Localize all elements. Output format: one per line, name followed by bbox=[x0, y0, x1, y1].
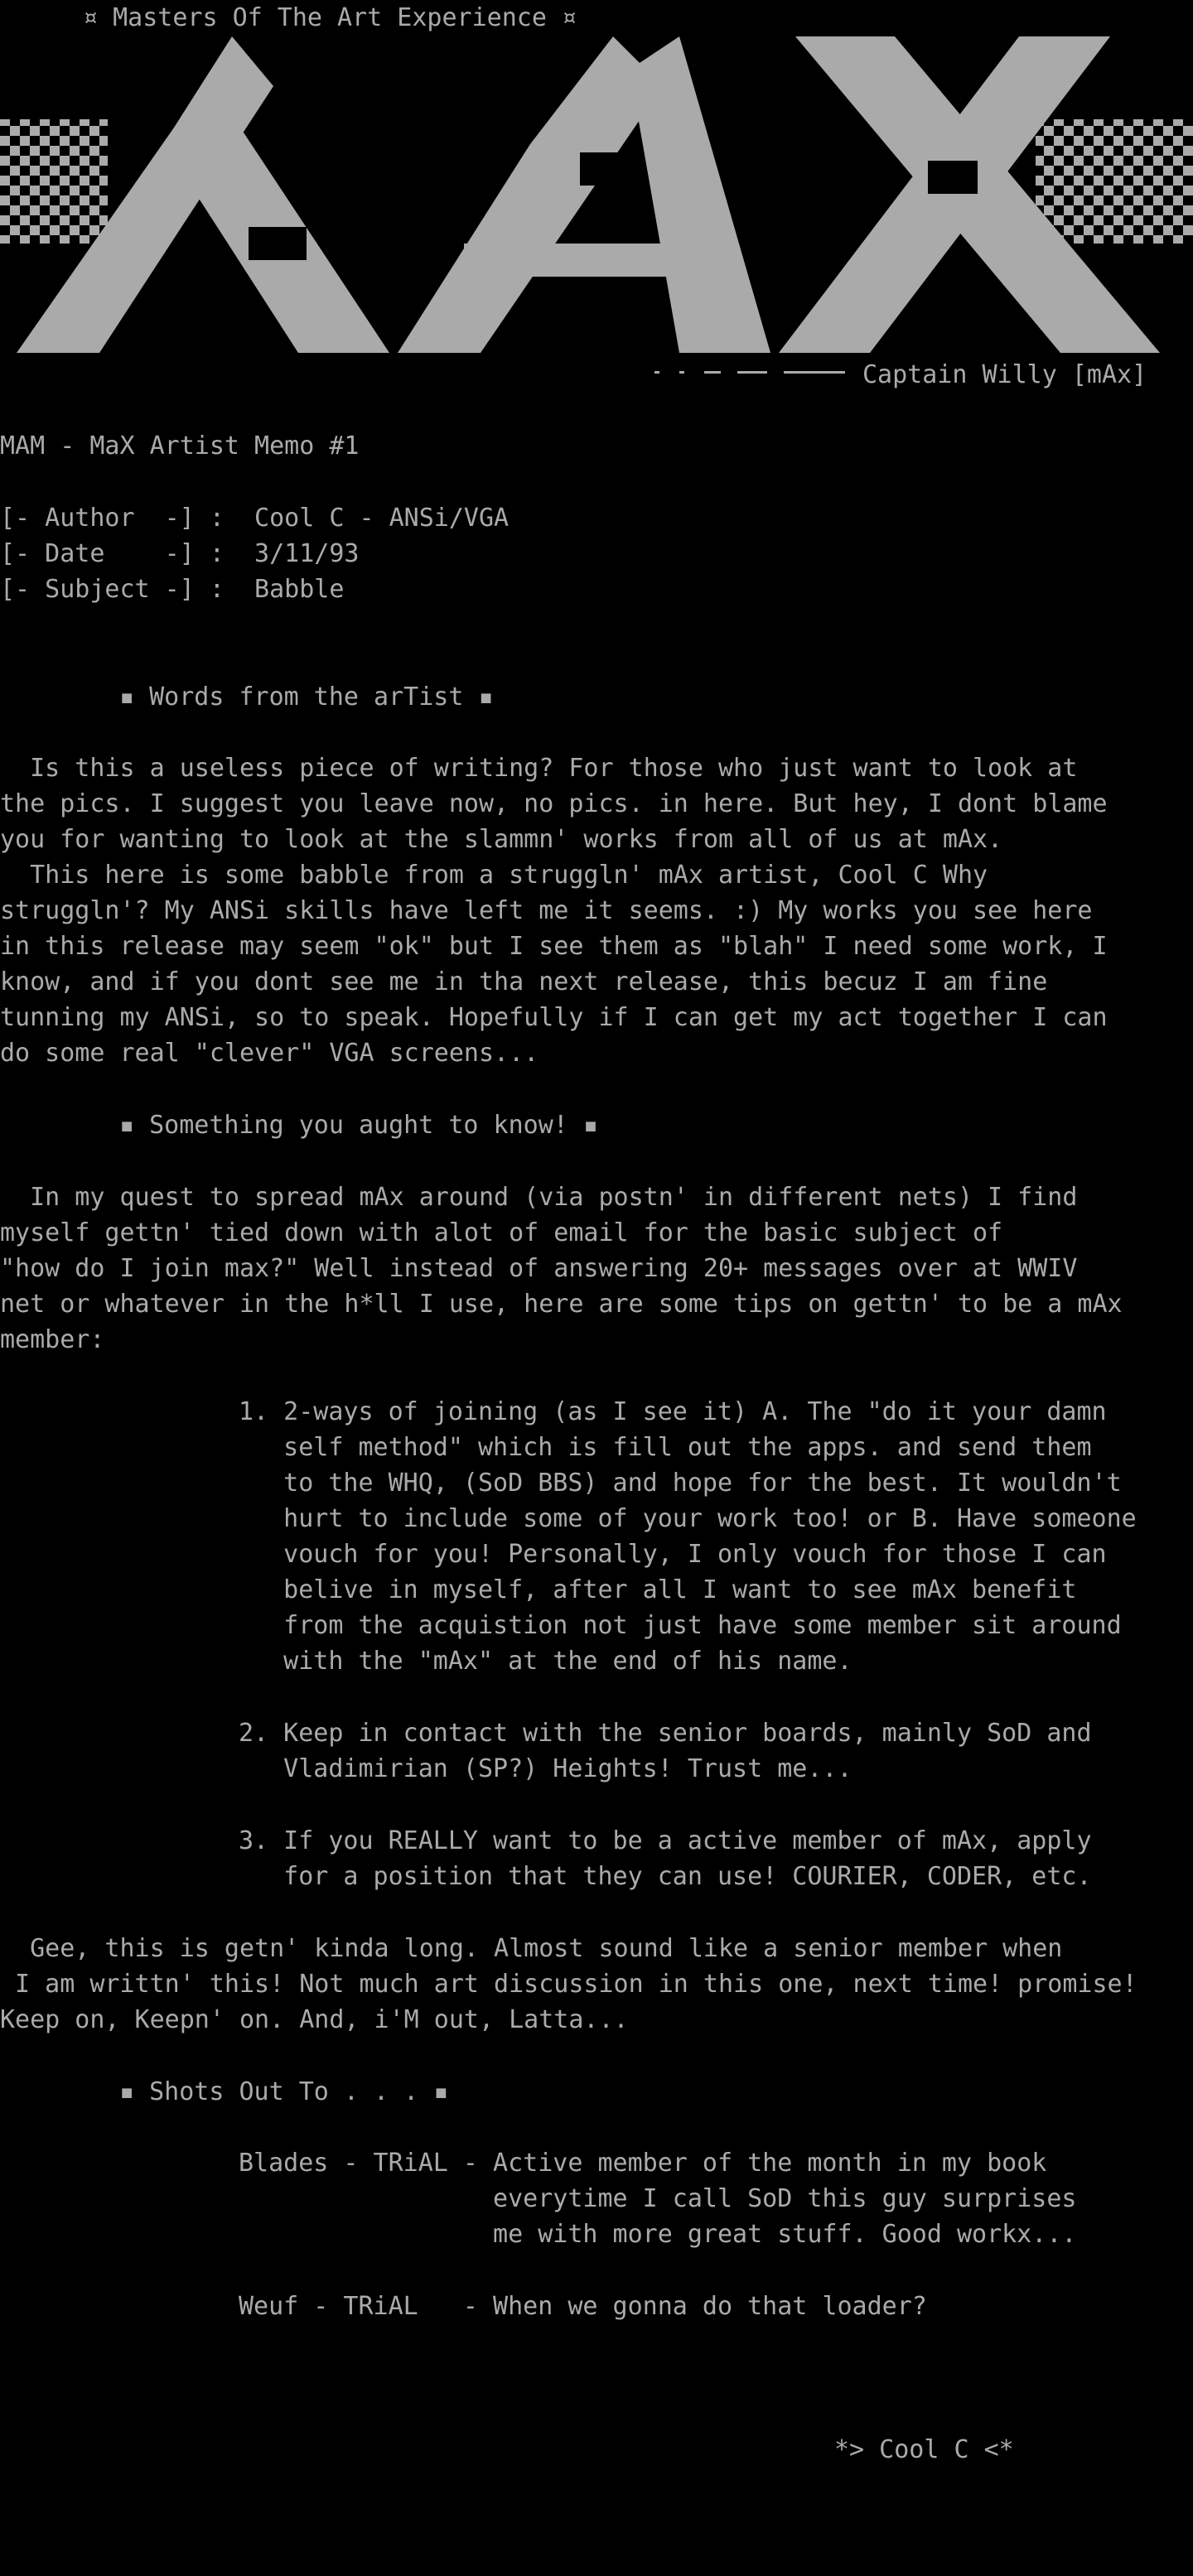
logo-credit: Captain Willy [mAx] bbox=[862, 360, 1147, 389]
words-line: you for wanting to look at the slammn' works from all of us at mAx. bbox=[0, 825, 1003, 854]
closing-line: Keep on, Keepn' on. And, i'M out, Latta... bbox=[0, 2005, 629, 2034]
logo-a-right bbox=[630, 36, 770, 353]
words-line: the pics. I suggest you leave now, no pics. in here. But hey, I dont blame bbox=[0, 789, 1108, 818]
know-line: "how do I join max?" Well instead of answering 20+ messages over at WWIV bbox=[0, 1254, 1078, 1283]
know-line: member: bbox=[0, 1325, 105, 1354]
know-line: In my quest to spread mAx around (via postn' in different nets) I find bbox=[0, 1183, 1078, 1212]
tip-1-line: with the "mAx" at the end of his name. bbox=[239, 1647, 852, 1676]
closing-line: Gee, this is getn' kinda long. Almost sound like a senior member when bbox=[0, 1934, 1063, 1963]
closing-line: I am writtn' this! Not much art discussion in this one, next time! promise! bbox=[0, 1970, 1137, 1999]
logo-a-bar bbox=[464, 244, 712, 277]
tip-1-line: belive in myself, after all I want to see mAx benefit bbox=[239, 1575, 1077, 1604]
logo-right-dither bbox=[1036, 119, 1193, 244]
logo-left-dither bbox=[0, 119, 108, 244]
words-line: do some real "clever" VGA screens... bbox=[0, 1039, 539, 1068]
tip-2-line: 2. Keep in contact with the senior boards, mainly SoD and bbox=[239, 1719, 1092, 1748]
shout-line: me with more great stuff. Good workx... bbox=[239, 2220, 1077, 2249]
shout-line: Weuf - TRiAL - When we gonna do that loader? bbox=[239, 2292, 927, 2321]
know-line: myself gettn' tied down with alot of email for the basic subject of bbox=[0, 1218, 1003, 1247]
signature: *> Cool C <* bbox=[834, 2435, 1014, 2464]
meta-subject: [- Subject -] : Babble bbox=[0, 575, 345, 604]
words-line: tunning my ANSi, so to speak. Hopefully if I can get my act together I can bbox=[0, 1003, 1108, 1032]
tip-1-line: vouch for you! Personally, I only vouch for those I can bbox=[239, 1540, 1107, 1569]
section-heading-know: ▪ Something you aught to know! ▪ bbox=[119, 1111, 598, 1140]
shout-line: everytime I call SoD this guy surprises bbox=[239, 2184, 1077, 2213]
words-line: struggln'? My ANSi skills have left me it seems. :) My works you see here bbox=[0, 896, 1093, 925]
memo-heading: MAM - MaX Artist Memo #1 bbox=[0, 432, 360, 461]
section-heading-shots: ▪ Shots Out To . . . ▪ bbox=[119, 2077, 449, 2106]
tip-1-line: from the acquistion not just have some member sit around bbox=[239, 1611, 1122, 1640]
max-logo-banner bbox=[0, 0, 1193, 398]
tip-1-line: 1. 2-ways of joining (as I see it) A. The "do it your damn bbox=[239, 1397, 1107, 1426]
words-line: in this release may seem "ok" but I see them as "blah" I need some work, I bbox=[0, 932, 1108, 961]
section-heading-words: ▪ Words from the arTist ▪ bbox=[119, 683, 494, 712]
tip-1-line: hurt to include some of your work too! or B. Have someone bbox=[239, 1504, 1137, 1533]
words-line: know, and if you dont see me in tha next release, this becuz I am fine bbox=[0, 967, 1048, 996]
tip-1-line: to the WHQ, (SoD BBS) and hope for the best. It wouldn't bbox=[239, 1469, 1122, 1498]
meta-date: [- Date -] : 3/11/93 bbox=[0, 539, 360, 568]
logo-a bbox=[398, 36, 663, 353]
shout-line: Blades - TRiAL - Active member of the month in my book bbox=[239, 2149, 1047, 2178]
tip-3-line: for a position that they can use! COURIER, CODER, etc. bbox=[239, 1862, 1092, 1891]
words-line: Is this a useless piece of writing? For those who just want to look at bbox=[0, 754, 1078, 783]
know-line: net or whatever in the h*ll I use, here are some tips on gettn' to be a mAx bbox=[0, 1290, 1123, 1319]
meta-author: [- Author -] : Cool C - ANSi/VGA bbox=[0, 504, 510, 533]
credit-dash-line bbox=[654, 371, 845, 374]
tip-2-line: Vladimirian (SP?) Heights! Trust me... bbox=[239, 1754, 852, 1783]
logo-title: ¤ Masters Of The Art Experience ¤ bbox=[83, 3, 577, 32]
tip-3-line: 3. If you REALLY want to be a active member of mAx, apply bbox=[239, 1826, 1092, 1855]
tip-1-line: self method" which is fill out the apps. and send them bbox=[239, 1433, 1092, 1462]
max-logo-art bbox=[0, 36, 1193, 361]
words-line: This here is some babble from a struggln' mAx artist, Cool C Why bbox=[0, 861, 988, 890]
